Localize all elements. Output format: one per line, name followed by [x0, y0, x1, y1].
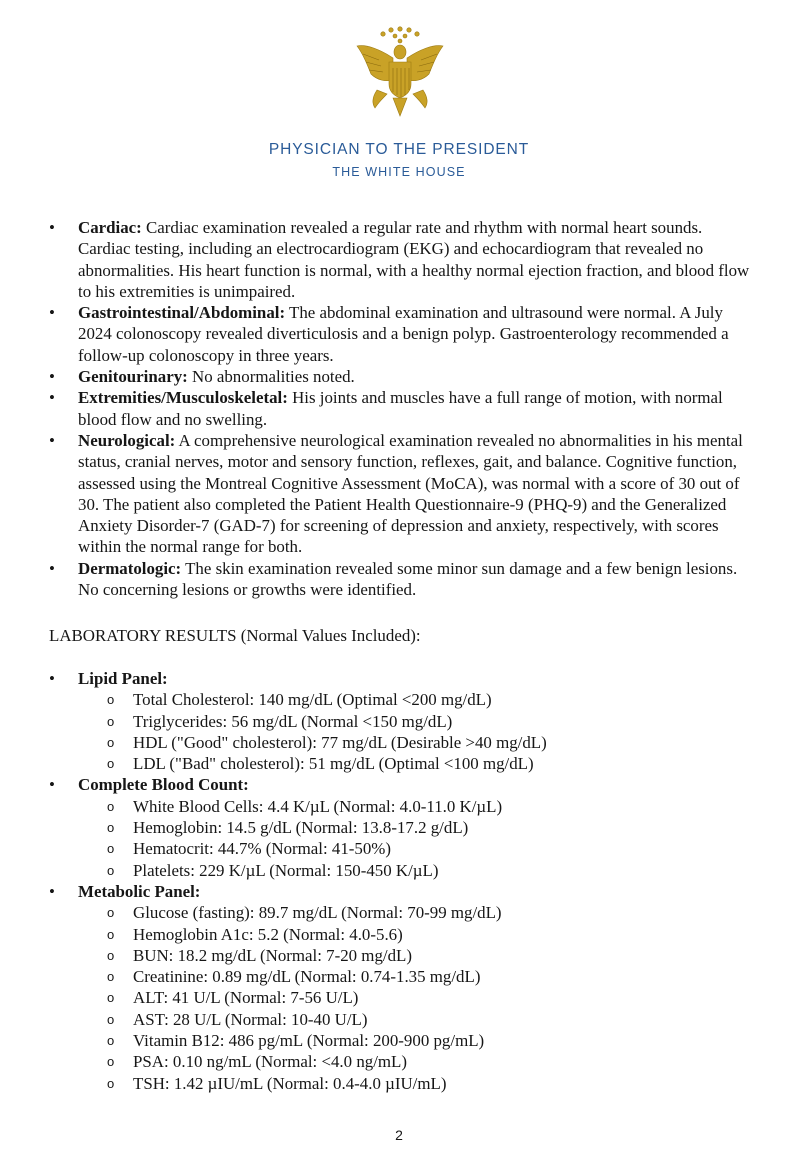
exam-item-dermatologic — [0, 558, 750, 601]
exam-item-genitourinary — [0, 366, 750, 387]
lab-result-text: BUN: 18.2 mg/dL (Normal: 7-20 mg/dL) — [133, 945, 412, 965]
circle-bullet-icon: o — [107, 862, 115, 878]
circle-bullet-icon: o — [107, 1011, 115, 1027]
bullet-icon: • — [49, 388, 55, 408]
exam-item-title: Genitourinary: — [78, 367, 188, 387]
circle-bullet-icon: o — [107, 947, 115, 963]
exam-item-text: The abdominal examination and ultrasound were normal. A July 2024 colonoscopy revealed diverticulosis and a benign polyp. Gastroenterology recommended a follow-up colonoscopy in three years. — [78, 303, 729, 365]
lab-results-heading: LABORATORY RESULTS (Normal Values Included): — [49, 626, 421, 645]
lab-result-item — [0, 987, 798, 1008]
circle-bullet-icon: o — [107, 734, 115, 750]
exam-item-neurological — [0, 430, 750, 558]
lab-result-text: Vitamin B12: 486 pg/mL (Normal: 200-900 pg/mL) — [133, 1031, 485, 1051]
exam-item-text: Cardiac examination revealed a regular rate and rhythm with normal heart sounds. Cardiac testing, including an electrocardiogram (EKG) and echocardiogram that revealed no abnormalities. His heart function is normal, with a healthy normal ejection fraction, and blood flow to his extremities is unimpaired. — [78, 218, 750, 301]
exam-item-text: A comprehensive neurological examination revealed no abnormalities in his mental status, cranial nerves, motor and sensory function, reflexes, gait, and balance. Cognitive function, assessed using the Montreal Cognitive Assessment (MoCA), was normal with a score of 30 out of 30. The patient also completed the Patient Health Questionnaire-9 (PHQ-9) and the Generalized Anxiety Disorder-7 (GAD-7) for screening of depression and anxiety, respectively, with scores within the normal range for both. — [78, 430, 743, 557]
exam-item-text: No abnormalities noted. — [187, 367, 355, 387]
lab-result-item — [0, 753, 798, 774]
lab-panel-lipid — [0, 668, 798, 774]
lab-result-text: White Blood Cells: 4.4 K/µL (Normal: 4.0-11.0 K/µL) — [133, 796, 503, 816]
exam-item-musculoskeletal — [0, 387, 750, 430]
bullet-icon: • — [49, 430, 55, 450]
lab-result-item — [0, 966, 798, 987]
lab-result-item — [0, 732, 798, 753]
bullet-icon: • — [49, 558, 55, 578]
lab-result-text: Triglycerides: 56 mg/dL (Normal <150 mg/dL) — [133, 711, 453, 731]
circle-bullet-icon: o — [107, 905, 115, 921]
panel-title-text: Metabolic Panel: — [78, 881, 201, 901]
circle-bullet-icon: o — [107, 926, 115, 942]
lab-panel-cbc — [0, 774, 798, 880]
circle-bullet-icon: o — [107, 692, 115, 708]
lab-result-item — [0, 902, 798, 923]
lab-result-item — [0, 1009, 798, 1030]
lab-result-item — [0, 817, 798, 838]
bullet-icon: • — [49, 669, 55, 688]
lab-panel-metabolic — [0, 881, 798, 1094]
exam-item-cardiac — [0, 217, 750, 302]
circle-bullet-icon: o — [107, 1075, 115, 1091]
lab-result-text: Hemoglobin: 14.5 g/dL (Normal: 13.8-17.2 g/dL) — [133, 818, 469, 838]
lab-result-item — [0, 1073, 798, 1094]
panel-title-text: Lipid Panel: — [78, 669, 168, 688]
bullet-icon: • — [49, 775, 55, 795]
panel-title-text: Complete Blood Count: — [78, 775, 249, 795]
panel-title — [0, 668, 798, 689]
lab-result-item — [0, 1030, 798, 1051]
office-location: THE WHITE HOUSE — [332, 165, 466, 179]
circle-bullet-icon: o — [107, 990, 115, 1006]
lab-result-text: Glucose (fasting): 89.7 mg/dL (Normal: 70-99 mg/dL) — [133, 903, 502, 923]
lab-result-item — [0, 945, 798, 966]
bullet-icon: • — [49, 303, 55, 323]
exam-item-title: Gastrointestinal/Abdominal: — [78, 303, 286, 323]
lab-result-text: Creatinine: 0.89 mg/dL (Normal: 0.74-1.35 mg/dL) — [133, 967, 481, 987]
circle-bullet-icon: o — [107, 820, 115, 836]
exam-item-text: His joints and muscles have a full range of motion, with normal blood flow and no swelling. — [78, 388, 723, 429]
lab-result-item — [0, 838, 798, 859]
exam-item-title: Dermatologic: — [78, 558, 182, 578]
exam-item-gastrointestinal — [0, 302, 750, 366]
circle-bullet-icon: o — [107, 841, 115, 857]
lab-result-item — [0, 689, 798, 710]
presidential-seal-icon — [353, 24, 447, 122]
bullet-icon: • — [49, 367, 55, 387]
lab-result-item — [0, 924, 798, 945]
circle-bullet-icon: o — [107, 969, 115, 985]
lab-result-item — [0, 860, 798, 881]
exam-item-title: Extremities/Musculoskeletal: — [78, 388, 288, 408]
lab-panels — [0, 668, 798, 1094]
page-number: 2 — [395, 1127, 403, 1143]
circle-bullet-icon: o — [107, 713, 115, 729]
panel-title — [0, 881, 798, 902]
circle-bullet-icon: o — [107, 1054, 115, 1070]
lab-result-text: Hematocrit: 44.7% (Normal: 41-50%) — [133, 839, 391, 859]
circle-bullet-icon: o — [107, 756, 115, 772]
lab-result-item — [0, 796, 798, 817]
circle-bullet-icon: o — [107, 798, 115, 814]
lab-result-text: Hemoglobin A1c: 5.2 (Normal: 4.0-5.6) — [133, 924, 403, 944]
lab-result-text: Platelets: 229 K/µL (Normal: 150-450 K/µL) — [133, 860, 439, 880]
bullet-icon: • — [49, 881, 55, 901]
lab-result-text: ALT: 41 U/L (Normal: 7-56 U/L) — [133, 988, 359, 1008]
exam-findings-list — [0, 217, 798, 600]
exam-item-title: Neurological: — [78, 430, 176, 450]
lab-result-text: TSH: 1.42 µIU/mL (Normal: 0.4-4.0 µIU/mL) — [133, 1073, 447, 1093]
lab-result-item — [0, 711, 798, 732]
lab-result-text: AST: 28 U/L (Normal: 10-40 U/L) — [133, 1009, 368, 1029]
lab-result-item — [0, 1051, 798, 1072]
panel-title — [0, 774, 798, 795]
lab-result-text: PSA: 0.10 ng/mL (Normal: <4.0 ng/mL) — [133, 1052, 407, 1072]
lab-result-text: HDL ("Good" cholesterol): 77 mg/dL (Desirable >40 mg/dL) — [133, 732, 547, 752]
lab-result-text: Total Cholesterol: 140 mg/dL (Optimal <200 mg/dL) — [133, 690, 492, 710]
exam-item-title: Cardiac: — [78, 218, 142, 237]
lab-result-text: LDL ("Bad" cholesterol): 51 mg/dL (Optimal <100 mg/dL) — [133, 754, 534, 774]
circle-bullet-icon: o — [107, 1033, 115, 1049]
exam-item-text: The skin examination revealed some minor sun damage and a few benign lesions. No concerning lesions or growths were identified. — [78, 558, 738, 600]
office-title: PHYSICIAN TO THE PRESIDENT — [268, 141, 530, 158]
bullet-icon: • — [49, 218, 55, 237]
